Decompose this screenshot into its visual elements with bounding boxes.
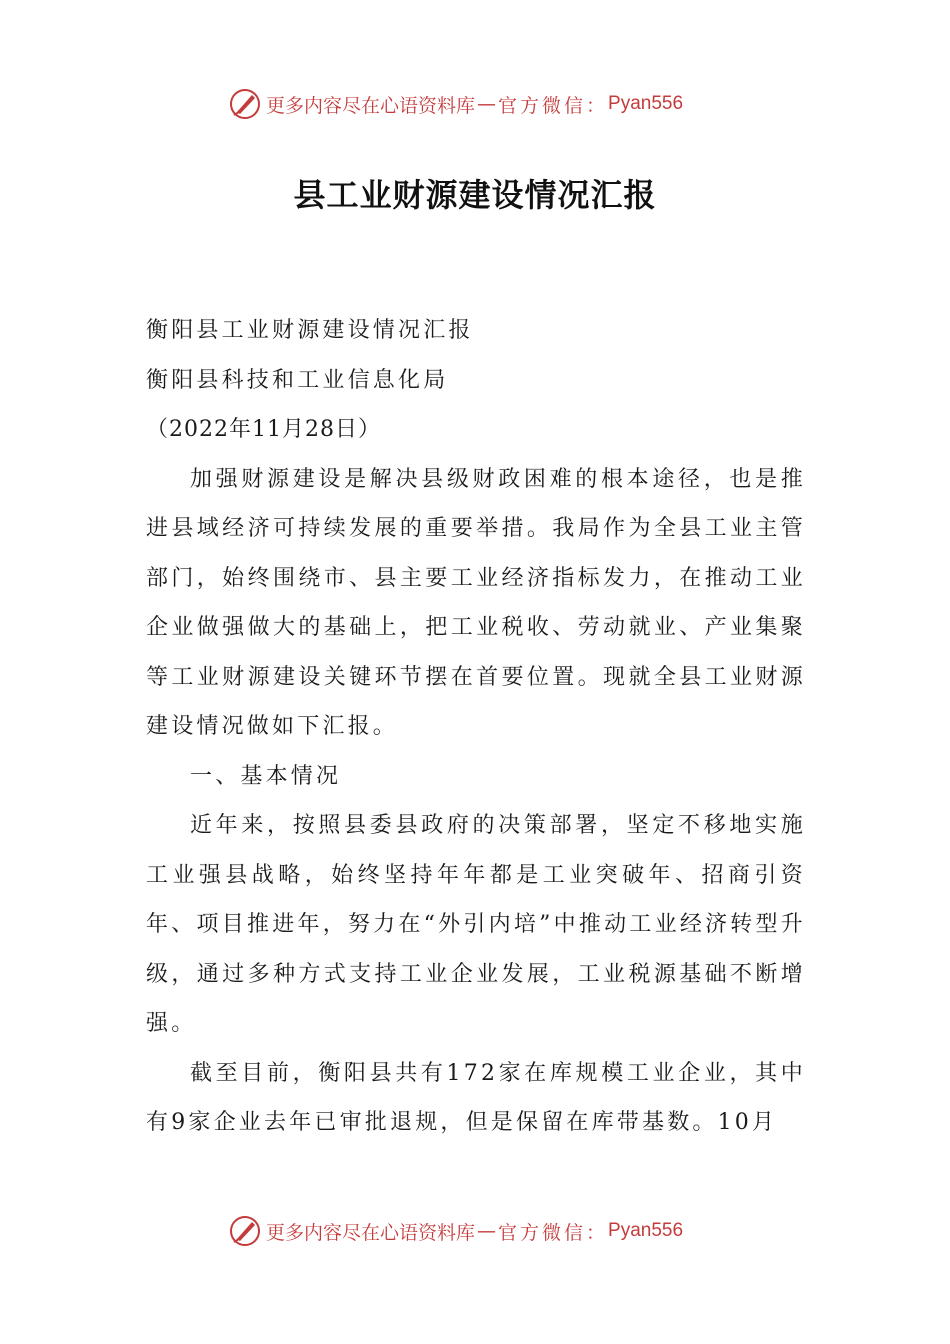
paragraph-recent-years: 近年来，按照县委县政府的决策部署，坚定不移地实施工业强县战略，始终坚持年年都是工业突破年、招商引资年、项目推进年，努力在“外引内培”中推动工业经济转型升级，通过多种方式支持工业企业发展，工业税源基础不断增强。	[146, 813, 806, 1036]
pen-quill-logo-icon	[228, 87, 262, 121]
watermark-separator: —	[477, 93, 497, 115]
watermark-wechat-id: Pyan556	[608, 1220, 684, 1241]
watermark-wechat-id: Pyan556	[608, 93, 684, 114]
document-body	[146, 306, 806, 1148]
document-issuer: 衡阳县科技和工业信息化局	[146, 367, 449, 393]
watermark-brand: 更多内容尽在心语资料库	[266, 1221, 476, 1244]
paragraph-intro: 加强财源建设是解决县级财政困难的根本途径，也是推进县域经济可持续发展的重要举措。我局作为全县工业主管部门，始终围绕市、县主要工业经济指标发力，在推动工业企业做强做大的基础上，把工业税收、劳动就业、产业集聚等工业财源建设关键环节摆在首要位置。现就全县工业财源建设情况做如下汇报。	[146, 466, 806, 739]
watermark-footer	[228, 1211, 683, 1251]
watermark-official-label: 官方微信：	[498, 1221, 609, 1244]
watermark-separator: —	[477, 1220, 497, 1242]
pen-quill-logo-icon	[228, 1214, 262, 1248]
document-date: （2022年11月28日）	[146, 417, 381, 442]
watermark-official-label: 官方微信：	[498, 94, 609, 117]
section-heading-basic-situation: 一、基本情况	[190, 763, 342, 789]
document-subtitle: 衡阳县工业财源建设情况汇报	[146, 318, 474, 343]
document-title: 县工业财源建设情况汇报	[293, 176, 657, 214]
watermark-brand: 更多内容尽在心语资料库	[266, 94, 476, 117]
watermark-header	[228, 84, 683, 124]
paragraph-enterprise-count: 截至目前，衡阳县共有172家在库规模工业企业，其中有9家企业去年已审批退规，但是保留在库带基数。10月	[146, 1060, 806, 1135]
